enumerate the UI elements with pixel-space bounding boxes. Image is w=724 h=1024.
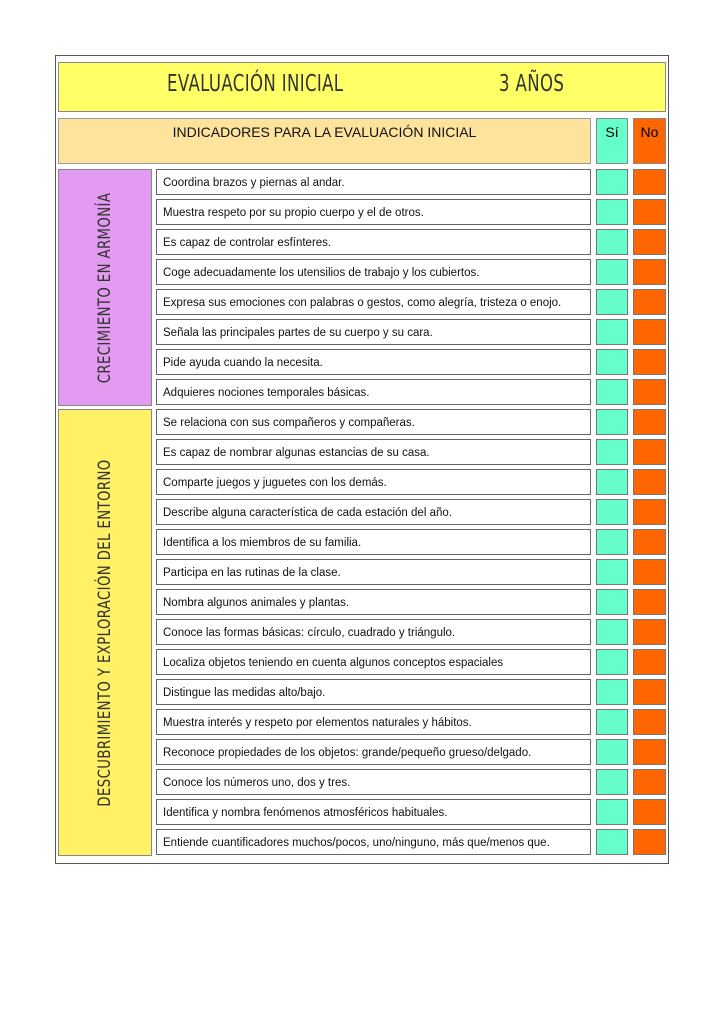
- yes-checkbox-cell[interactable]: [596, 469, 628, 495]
- no-checkbox-cell[interactable]: [633, 469, 666, 495]
- indicator-row: Describe alguna característica de cada estación del año.: [156, 499, 591, 525]
- no-checkbox-cell[interactable]: [633, 559, 666, 585]
- no-checkbox-cell[interactable]: [633, 709, 666, 735]
- section-descubrimiento-entorno: [58, 409, 152, 856]
- no-checkbox-cell[interactable]: [633, 649, 666, 675]
- yes-checkbox-cell[interactable]: [596, 679, 628, 705]
- yes-column-header: Sí: [596, 118, 628, 164]
- no-checkbox-cell[interactable]: [633, 799, 666, 825]
- section-label-text: CRECIMIENTO EN ARMONÍA: [95, 192, 115, 383]
- no-checkbox-cell[interactable]: [633, 289, 666, 315]
- no-checkbox-cell[interactable]: [633, 829, 666, 855]
- yes-checkbox-cell[interactable]: [596, 769, 628, 795]
- yes-checkbox-cell[interactable]: [596, 499, 628, 525]
- no-checkbox-cell[interactable]: [633, 739, 666, 765]
- no-checkbox-cell[interactable]: [633, 229, 666, 255]
- no-column-header: No: [633, 118, 666, 164]
- no-checkbox-cell[interactable]: [633, 769, 666, 795]
- no-checkbox-cell[interactable]: [633, 319, 666, 345]
- section-label: [95, 165, 115, 409]
- no-checkbox-cell[interactable]: [633, 439, 666, 465]
- indicator-row: Señala las principales partes de su cuerpo y su cara.: [156, 319, 591, 345]
- indicator-row: Conoce las formas básicas: círculo, cuadrado y triángulo.: [156, 619, 591, 645]
- indicator-row: Nombra algunos animales y plantas.: [156, 589, 591, 615]
- indicator-row: Conoce los números uno, dos y tres.: [156, 769, 591, 795]
- yes-checkbox-cell[interactable]: [596, 229, 628, 255]
- page-title: EVALUACIÓN INICIAL: [167, 71, 344, 97]
- section-label-text: DESCUBRIMIENTO Y EXPLORACIÓN DEL ENTORNO: [95, 458, 115, 807]
- yes-checkbox-cell[interactable]: [596, 289, 628, 315]
- no-checkbox-cell[interactable]: [633, 379, 666, 405]
- yes-checkbox-cell[interactable]: [596, 439, 628, 465]
- indicator-row: Participa en las rutinas de la clase.: [156, 559, 591, 585]
- yes-checkbox-cell[interactable]: [596, 319, 628, 345]
- yes-checkbox-cell[interactable]: [596, 799, 628, 825]
- yes-checkbox-cell[interactable]: [596, 829, 628, 855]
- indicator-row: Adquieres nociones temporales básicas.: [156, 379, 591, 405]
- yes-checkbox-cell[interactable]: [596, 379, 628, 405]
- yes-checkbox-cell[interactable]: [596, 619, 628, 645]
- yes-checkbox-cell[interactable]: [596, 529, 628, 555]
- yes-checkbox-cell[interactable]: [596, 709, 628, 735]
- indicators-header: INDICADORES PARA LA EVALUACIÓN INICIAL: [58, 118, 591, 164]
- yes-checkbox-cell[interactable]: [596, 409, 628, 435]
- yes-checkbox-cell[interactable]: [596, 649, 628, 675]
- indicator-row: Coge adecuadamente los utensilios de trabajo y los cubiertos.: [156, 259, 591, 285]
- indicator-row: Muestra interés y respeto por elementos naturales y hábitos.: [156, 709, 591, 735]
- indicator-row: Comparte juegos y juguetes con los demás.: [156, 469, 591, 495]
- no-checkbox-cell[interactable]: [633, 199, 666, 225]
- indicator-row: Coordina brazos y piernas al andar.: [156, 169, 591, 195]
- yes-checkbox-cell[interactable]: [596, 259, 628, 285]
- no-checkbox-cell[interactable]: [633, 409, 666, 435]
- indicator-row: Muestra respeto por su propio cuerpo y el de otros.: [156, 199, 591, 225]
- indicator-row: Identifica y nombra fenómenos atmosféricos habituales.: [156, 799, 591, 825]
- section-label: [95, 410, 115, 855]
- indicator-row: Es capaz de nombrar algunas estancias de su casa.: [156, 439, 591, 465]
- indicator-row: Localiza objetos teniendo en cuenta algunos conceptos espaciales: [156, 649, 591, 675]
- yes-checkbox-cell[interactable]: [596, 169, 628, 195]
- title-bar: [58, 62, 666, 112]
- indicator-row: Pide ayuda cuando la necesita.: [156, 349, 591, 375]
- yes-checkbox-cell[interactable]: [596, 199, 628, 225]
- indicator-row: Distingue las medidas alto/bajo.: [156, 679, 591, 705]
- indicator-row: Se relaciona con sus compañeros y compañeras.: [156, 409, 591, 435]
- no-checkbox-cell[interactable]: [633, 169, 666, 195]
- no-checkbox-cell[interactable]: [633, 679, 666, 705]
- indicator-row: Expresa sus emociones con palabras o gestos, como alegría, tristeza o enojo.: [156, 289, 591, 315]
- yes-checkbox-cell[interactable]: [596, 349, 628, 375]
- section-crecimiento-en-armonia: [58, 169, 152, 406]
- no-checkbox-cell[interactable]: [633, 529, 666, 555]
- indicator-row: Identifica a los miembros de su familia.: [156, 529, 591, 555]
- indicator-row: Es capaz de controlar esfínteres.: [156, 229, 591, 255]
- yes-checkbox-cell[interactable]: [596, 559, 628, 585]
- no-checkbox-cell[interactable]: [633, 259, 666, 285]
- age-label: 3 AÑOS: [499, 71, 565, 97]
- indicator-row: Entiende cuantificadores muchos/pocos, uno/ninguno, más que/menos que.: [156, 829, 591, 855]
- no-checkbox-cell[interactable]: [633, 589, 666, 615]
- no-checkbox-cell[interactable]: [633, 619, 666, 645]
- no-checkbox-cell[interactable]: [633, 499, 666, 525]
- indicator-row: Reconoce propiedades de los objetos: grande/pequeño grueso/delgado.: [156, 739, 591, 765]
- yes-checkbox-cell[interactable]: [596, 589, 628, 615]
- yes-checkbox-cell[interactable]: [596, 739, 628, 765]
- no-checkbox-cell[interactable]: [633, 349, 666, 375]
